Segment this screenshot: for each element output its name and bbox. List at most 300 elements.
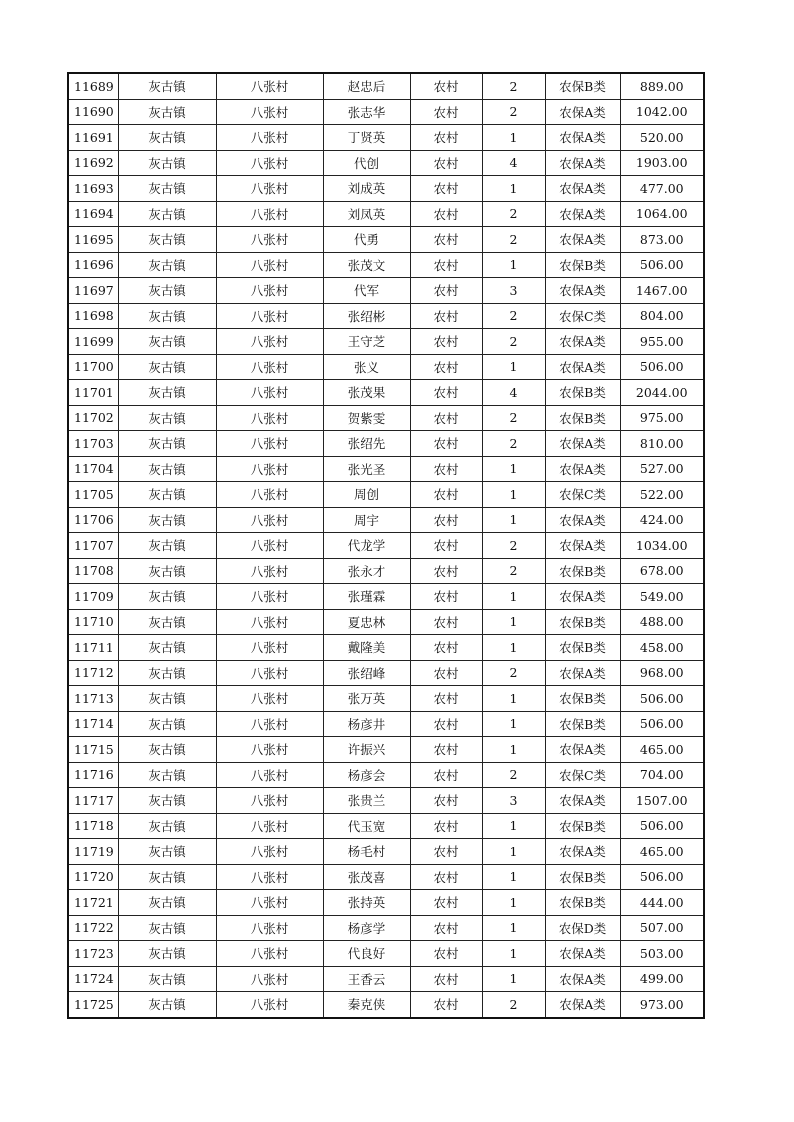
village-cell: 八张村: [216, 278, 323, 304]
household-type-cell: 农村: [410, 813, 482, 839]
table-row: [68, 73, 704, 99]
serial-number-cell: 11696: [68, 252, 118, 278]
serial-number-cell: 11701: [68, 380, 118, 406]
category-cell: 农保B类: [545, 864, 620, 890]
household-type-cell: 农村: [410, 303, 482, 329]
household-type-cell: 农村: [410, 839, 482, 865]
household-type-cell: 农村: [410, 507, 482, 533]
amount-cell: 955.00: [620, 329, 704, 355]
town-cell: 灰古镇: [118, 278, 216, 304]
amount-cell: 458.00: [620, 635, 704, 661]
name-cell: 代良好: [323, 941, 410, 967]
household-type-cell: 农村: [410, 558, 482, 584]
town-cell: 灰古镇: [118, 686, 216, 712]
town-cell: 灰古镇: [118, 125, 216, 151]
name-cell: 周创: [323, 482, 410, 508]
amount-cell: 465.00: [620, 839, 704, 865]
member-count-cell: 1: [482, 890, 545, 916]
member-count-cell: 1: [482, 864, 545, 890]
town-cell: 灰古镇: [118, 431, 216, 457]
name-cell: 戴隆美: [323, 635, 410, 661]
category-cell: 农保A类: [545, 941, 620, 967]
name-cell: 张志华: [323, 99, 410, 125]
amount-cell: 1042.00: [620, 99, 704, 125]
category-cell: 农保A类: [545, 660, 620, 686]
village-cell: 八张村: [216, 737, 323, 763]
table-row: [68, 635, 704, 661]
table-row: [68, 176, 704, 202]
household-type-cell: 农村: [410, 150, 482, 176]
table-row: [68, 711, 704, 737]
household-type-cell: 农村: [410, 329, 482, 355]
category-cell: 农保A类: [545, 354, 620, 380]
household-type-cell: 农村: [410, 482, 482, 508]
household-type-cell: 农村: [410, 125, 482, 151]
village-cell: 八张村: [216, 941, 323, 967]
member-count-cell: 2: [482, 99, 545, 125]
town-cell: 灰古镇: [118, 380, 216, 406]
member-count-cell: 2: [482, 431, 545, 457]
amount-cell: 488.00: [620, 609, 704, 635]
serial-number-cell: 11700: [68, 354, 118, 380]
household-type-cell: 农村: [410, 864, 482, 890]
table-row: [68, 456, 704, 482]
village-cell: 八张村: [216, 329, 323, 355]
village-cell: 八张村: [216, 890, 323, 916]
town-cell: 灰古镇: [118, 405, 216, 431]
village-cell: 八张村: [216, 686, 323, 712]
household-type-cell: 农村: [410, 584, 482, 610]
name-cell: 杨毛村: [323, 839, 410, 865]
serial-number-cell: 11690: [68, 99, 118, 125]
name-cell: 代勇: [323, 227, 410, 253]
table-row: [68, 788, 704, 814]
village-cell: 八张村: [216, 711, 323, 737]
village-cell: 八张村: [216, 303, 323, 329]
town-cell: 灰古镇: [118, 584, 216, 610]
household-type-cell: 农村: [410, 431, 482, 457]
amount-cell: 506.00: [620, 686, 704, 712]
table-row: [68, 507, 704, 533]
serial-number-cell: 11713: [68, 686, 118, 712]
household-type-cell: 农村: [410, 201, 482, 227]
category-cell: 农保B类: [545, 609, 620, 635]
category-cell: 农保A类: [545, 329, 620, 355]
name-cell: 代龙学: [323, 533, 410, 559]
household-type-cell: 农村: [410, 941, 482, 967]
serial-number-cell: 11705: [68, 482, 118, 508]
member-count-cell: 2: [482, 992, 545, 1018]
category-cell: 农保B类: [545, 686, 620, 712]
category-cell: 农保B类: [545, 813, 620, 839]
table-row: [68, 584, 704, 610]
member-count-cell: 2: [482, 303, 545, 329]
table-body: [68, 73, 704, 1018]
relief-roster-table: [67, 72, 705, 1019]
household-type-cell: 农村: [410, 278, 482, 304]
amount-cell: 549.00: [620, 584, 704, 610]
name-cell: 张万英: [323, 686, 410, 712]
amount-cell: 465.00: [620, 737, 704, 763]
town-cell: 灰古镇: [118, 227, 216, 253]
table-row: [68, 813, 704, 839]
village-cell: 八张村: [216, 431, 323, 457]
serial-number-cell: 11694: [68, 201, 118, 227]
name-cell: 杨彦井: [323, 711, 410, 737]
serial-number-cell: 11699: [68, 329, 118, 355]
category-cell: 农保A类: [545, 150, 620, 176]
member-count-cell: 1: [482, 252, 545, 278]
serial-number-cell: 11715: [68, 737, 118, 763]
name-cell: 张绍峰: [323, 660, 410, 686]
town-cell: 灰古镇: [118, 354, 216, 380]
member-count-cell: 1: [482, 507, 545, 533]
town-cell: 灰古镇: [118, 992, 216, 1018]
village-cell: 八张村: [216, 788, 323, 814]
category-cell: 农保A类: [545, 737, 620, 763]
amount-cell: 804.00: [620, 303, 704, 329]
name-cell: 王香云: [323, 966, 410, 992]
village-cell: 八张村: [216, 125, 323, 151]
name-cell: 张瑾霖: [323, 584, 410, 610]
village-cell: 八张村: [216, 813, 323, 839]
amount-cell: 520.00: [620, 125, 704, 151]
serial-number-cell: 11712: [68, 660, 118, 686]
town-cell: 灰古镇: [118, 533, 216, 559]
household-type-cell: 农村: [410, 762, 482, 788]
household-type-cell: 农村: [410, 252, 482, 278]
table-row: [68, 125, 704, 151]
village-cell: 八张村: [216, 176, 323, 202]
table-row: [68, 737, 704, 763]
serial-number-cell: 11710: [68, 609, 118, 635]
member-count-cell: 1: [482, 584, 545, 610]
household-type-cell: 农村: [410, 992, 482, 1018]
village-cell: 八张村: [216, 201, 323, 227]
member-count-cell: 1: [482, 609, 545, 635]
member-count-cell: 2: [482, 762, 545, 788]
town-cell: 灰古镇: [118, 890, 216, 916]
table-row: [68, 915, 704, 941]
serial-number-cell: 11716: [68, 762, 118, 788]
serial-number-cell: 11706: [68, 507, 118, 533]
name-cell: 刘凤英: [323, 201, 410, 227]
member-count-cell: 2: [482, 329, 545, 355]
table-row: [68, 686, 704, 712]
name-cell: 丁贤英: [323, 125, 410, 151]
amount-cell: 1903.00: [620, 150, 704, 176]
amount-cell: 704.00: [620, 762, 704, 788]
category-cell: 农保C类: [545, 482, 620, 508]
table-row: [68, 201, 704, 227]
serial-number-cell: 11689: [68, 73, 118, 99]
village-cell: 八张村: [216, 405, 323, 431]
member-count-cell: 2: [482, 660, 545, 686]
category-cell: 农保A类: [545, 456, 620, 482]
table-row: [68, 431, 704, 457]
table-row: [68, 329, 704, 355]
town-cell: 灰古镇: [118, 73, 216, 99]
serial-number-cell: 11717: [68, 788, 118, 814]
member-count-cell: 2: [482, 227, 545, 253]
table-row: [68, 278, 704, 304]
town-cell: 灰古镇: [118, 788, 216, 814]
amount-cell: 873.00: [620, 227, 704, 253]
village-cell: 八张村: [216, 762, 323, 788]
category-cell: 农保A类: [545, 278, 620, 304]
table-row: [68, 660, 704, 686]
household-type-cell: 农村: [410, 660, 482, 686]
member-count-cell: 1: [482, 176, 545, 202]
serial-number-cell: 11695: [68, 227, 118, 253]
member-count-cell: 4: [482, 380, 545, 406]
serial-number-cell: 11693: [68, 176, 118, 202]
table-row: [68, 99, 704, 125]
household-type-cell: 农村: [410, 711, 482, 737]
household-type-cell: 农村: [410, 227, 482, 253]
village-cell: 八张村: [216, 992, 323, 1018]
town-cell: 灰古镇: [118, 558, 216, 584]
name-cell: 张义: [323, 354, 410, 380]
amount-cell: 424.00: [620, 507, 704, 533]
amount-cell: 1064.00: [620, 201, 704, 227]
village-cell: 八张村: [216, 150, 323, 176]
village-cell: 八张村: [216, 839, 323, 865]
name-cell: 张绍彬: [323, 303, 410, 329]
member-count-cell: 2: [482, 201, 545, 227]
name-cell: 许振兴: [323, 737, 410, 763]
town-cell: 灰古镇: [118, 303, 216, 329]
village-cell: 八张村: [216, 635, 323, 661]
name-cell: 代军: [323, 278, 410, 304]
household-type-cell: 农村: [410, 99, 482, 125]
village-cell: 八张村: [216, 507, 323, 533]
category-cell: 农保A类: [545, 176, 620, 202]
table-row: [68, 890, 704, 916]
village-cell: 八张村: [216, 609, 323, 635]
serial-number-cell: 11698: [68, 303, 118, 329]
member-count-cell: 1: [482, 839, 545, 865]
table-row: [68, 303, 704, 329]
town-cell: 灰古镇: [118, 915, 216, 941]
category-cell: 农保D类: [545, 915, 620, 941]
town-cell: 灰古镇: [118, 507, 216, 533]
serial-number-cell: 11725: [68, 992, 118, 1018]
table-row: [68, 150, 704, 176]
member-count-cell: 3: [482, 278, 545, 304]
member-count-cell: 4: [482, 150, 545, 176]
town-cell: 灰古镇: [118, 813, 216, 839]
village-cell: 八张村: [216, 73, 323, 99]
member-count-cell: 1: [482, 635, 545, 661]
town-cell: 灰古镇: [118, 864, 216, 890]
member-count-cell: 2: [482, 558, 545, 584]
name-cell: 张光圣: [323, 456, 410, 482]
serial-number-cell: 11724: [68, 966, 118, 992]
town-cell: 灰古镇: [118, 635, 216, 661]
category-cell: 农保A类: [545, 201, 620, 227]
serial-number-cell: 11711: [68, 635, 118, 661]
table-row: [68, 252, 704, 278]
table-row: [68, 354, 704, 380]
household-type-cell: 农村: [410, 533, 482, 559]
serial-number-cell: 11721: [68, 890, 118, 916]
serial-number-cell: 11723: [68, 941, 118, 967]
household-type-cell: 农村: [410, 176, 482, 202]
name-cell: 杨彦学: [323, 915, 410, 941]
category-cell: 农保B类: [545, 252, 620, 278]
member-count-cell: 1: [482, 737, 545, 763]
amount-cell: 1507.00: [620, 788, 704, 814]
town-cell: 灰古镇: [118, 941, 216, 967]
amount-cell: 506.00: [620, 252, 704, 278]
member-count-cell: 1: [482, 125, 545, 151]
town-cell: 灰古镇: [118, 456, 216, 482]
table-row: [68, 609, 704, 635]
table-row: [68, 482, 704, 508]
category-cell: 农保A类: [545, 125, 620, 151]
category-cell: 农保A类: [545, 584, 620, 610]
amount-cell: 506.00: [620, 813, 704, 839]
household-type-cell: 农村: [410, 456, 482, 482]
amount-cell: 973.00: [620, 992, 704, 1018]
table-row: [68, 380, 704, 406]
category-cell: 农保B类: [545, 635, 620, 661]
category-cell: 农保B类: [545, 711, 620, 737]
serial-number-cell: 11718: [68, 813, 118, 839]
serial-number-cell: 11709: [68, 584, 118, 610]
amount-cell: 499.00: [620, 966, 704, 992]
member-count-cell: 1: [482, 354, 545, 380]
category-cell: 农保A类: [545, 966, 620, 992]
village-cell: 八张村: [216, 660, 323, 686]
household-type-cell: 农村: [410, 915, 482, 941]
category-cell: 农保A类: [545, 839, 620, 865]
village-cell: 八张村: [216, 915, 323, 941]
household-type-cell: 农村: [410, 635, 482, 661]
member-count-cell: 2: [482, 73, 545, 99]
table-row: [68, 558, 704, 584]
town-cell: 灰古镇: [118, 711, 216, 737]
category-cell: 农保A类: [545, 533, 620, 559]
amount-cell: 522.00: [620, 482, 704, 508]
town-cell: 灰古镇: [118, 966, 216, 992]
serial-number-cell: 11703: [68, 431, 118, 457]
town-cell: 灰古镇: [118, 176, 216, 202]
amount-cell: 810.00: [620, 431, 704, 457]
member-count-cell: 1: [482, 711, 545, 737]
name-cell: 张持英: [323, 890, 410, 916]
member-count-cell: 1: [482, 456, 545, 482]
name-cell: 代创: [323, 150, 410, 176]
serial-number-cell: 11692: [68, 150, 118, 176]
amount-cell: 506.00: [620, 711, 704, 737]
table-row: [68, 405, 704, 431]
name-cell: 张贵兰: [323, 788, 410, 814]
member-count-cell: 1: [482, 941, 545, 967]
member-count-cell: 2: [482, 405, 545, 431]
amount-cell: 968.00: [620, 660, 704, 686]
amount-cell: 503.00: [620, 941, 704, 967]
village-cell: 八张村: [216, 456, 323, 482]
serial-number-cell: 11691: [68, 125, 118, 151]
category-cell: 农保B类: [545, 890, 620, 916]
category-cell: 农保A类: [545, 99, 620, 125]
amount-cell: 975.00: [620, 405, 704, 431]
category-cell: 农保A类: [545, 992, 620, 1018]
name-cell: 贺紫雯: [323, 405, 410, 431]
amount-cell: 678.00: [620, 558, 704, 584]
table-row: [68, 839, 704, 865]
town-cell: 灰古镇: [118, 762, 216, 788]
table-row: [68, 864, 704, 890]
table-row: [68, 992, 704, 1018]
village-cell: 八张村: [216, 99, 323, 125]
serial-number-cell: 11702: [68, 405, 118, 431]
name-cell: 张绍先: [323, 431, 410, 457]
category-cell: 农保A类: [545, 507, 620, 533]
household-type-cell: 农村: [410, 73, 482, 99]
serial-number-cell: 11720: [68, 864, 118, 890]
household-type-cell: 农村: [410, 354, 482, 380]
village-cell: 八张村: [216, 482, 323, 508]
village-cell: 八张村: [216, 252, 323, 278]
household-type-cell: 农村: [410, 405, 482, 431]
household-type-cell: 农村: [410, 737, 482, 763]
village-cell: 八张村: [216, 380, 323, 406]
category-cell: 农保B类: [545, 73, 620, 99]
town-cell: 灰古镇: [118, 99, 216, 125]
member-count-cell: 1: [482, 686, 545, 712]
name-cell: 代玉宽: [323, 813, 410, 839]
member-count-cell: 3: [482, 788, 545, 814]
village-cell: 八张村: [216, 966, 323, 992]
name-cell: 杨彦会: [323, 762, 410, 788]
name-cell: 周宇: [323, 507, 410, 533]
amount-cell: 477.00: [620, 176, 704, 202]
village-cell: 八张村: [216, 584, 323, 610]
amount-cell: 506.00: [620, 354, 704, 380]
town-cell: 灰古镇: [118, 737, 216, 763]
amount-cell: 527.00: [620, 456, 704, 482]
town-cell: 灰古镇: [118, 329, 216, 355]
serial-number-cell: 11719: [68, 839, 118, 865]
member-count-cell: 1: [482, 966, 545, 992]
name-cell: 赵忠后: [323, 73, 410, 99]
village-cell: 八张村: [216, 533, 323, 559]
name-cell: 秦克侠: [323, 992, 410, 1018]
village-cell: 八张村: [216, 227, 323, 253]
category-cell: 农保B类: [545, 380, 620, 406]
category-cell: 农保C类: [545, 303, 620, 329]
name-cell: 张永才: [323, 558, 410, 584]
amount-cell: 1467.00: [620, 278, 704, 304]
serial-number-cell: 11707: [68, 533, 118, 559]
table-row: [68, 227, 704, 253]
category-cell: 农保A类: [545, 431, 620, 457]
member-count-cell: 1: [482, 813, 545, 839]
serial-number-cell: 11704: [68, 456, 118, 482]
village-cell: 八张村: [216, 558, 323, 584]
member-count-cell: 1: [482, 915, 545, 941]
table-row: [68, 966, 704, 992]
name-cell: 夏忠林: [323, 609, 410, 635]
serial-number-cell: 11714: [68, 711, 118, 737]
member-count-cell: 1: [482, 482, 545, 508]
town-cell: 灰古镇: [118, 482, 216, 508]
village-cell: 八张村: [216, 354, 323, 380]
name-cell: 张茂果: [323, 380, 410, 406]
